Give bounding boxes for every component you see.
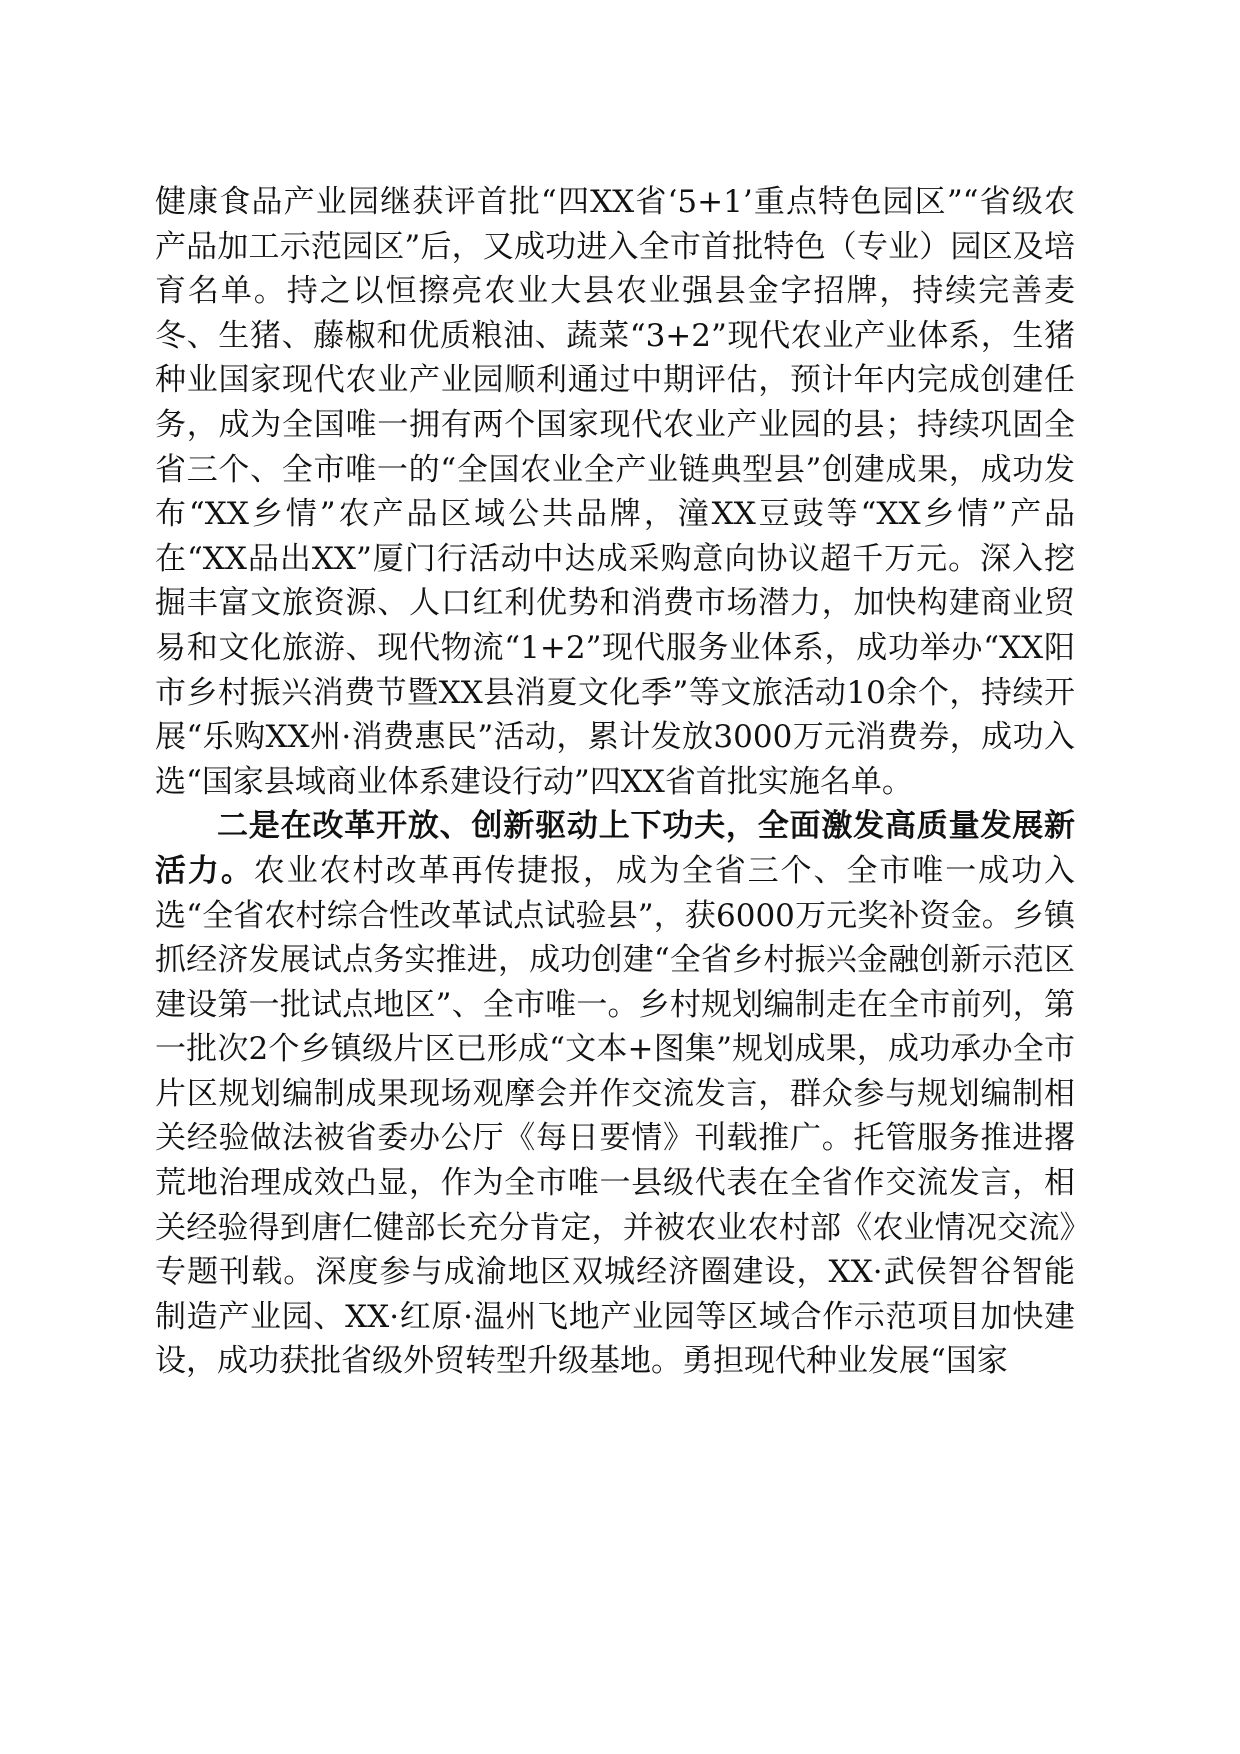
paragraph-continuation: 健康食品产业园继获评首批“四XX省‘5+1’重点特色园区”“省级农产品加工示范园区”后，又成功进入全市首批特色（专业）园区及培育名单。持之以恒擦亮农业大县农业强县金字招牌，持续完善麦冬、生猪、藤椒和优质粮油、蔬菜“3+2”现代农业产业体系，生猪种业国家现代农业产业园顺利通过中期评估，预计年内完成创建任务，成为全国唯一拥有两个国家现代农业产业园的县；持续巩固全省三个、全市唯一的“全国农业全产业链典型县”创建成果，成功发布“XX乡情”农产品区域公共品牌，潼XX豆豉等“XX乡情”产品在“XX品出XX”厦门行活动中达成采购意向协议超千万元。深入挖掘丰富文旅资源、人口红利优势和消费市场潜力，加快构建商业贸易和文化旅游、现代物流“1+2”现代服务业体系，成功举办“XX阳市乡村振兴消费节暨XX县消夏文化季”等文旅活动10余个，持续开展“乐购XX州·消费惠民”活动，累计发放3000万元消费券，成功入选“国家县域商业体系建设行动”四XX省首批实施名单。 — [155, 184, 1075, 800]
paragraph-heading: 二是在改革开放、创新驱动上下功夫，全面激发高质量发展新活力。 — [155, 808, 1075, 889]
paragraph-reform-opening — [155, 804, 1075, 1384]
document-page — [155, 180, 1075, 1384]
paragraph-body: 农业农村改革再传捷报，成为全省三个、全市唯一成功入选“全省农村综合性改革试点试验县”，获6000万元奖补资金。乡镇抓经济发展试点务实推进，成功创建“全省乡村振兴金融创新示范区建设第一批试点地区”、全市唯一。乡村规划编制走在全市前列，第一批次2个乡镇级片区已形成“文本+图集”规划成果，成功承办全市片区规划编制成果现场观摩会并作交流发言，群众参与规划编制相关经验做法被省委办公厅《每日要情》刊载推广。托管服务推进撂荒地治理成效凸显，作为全市唯一县级代表在全省作交流发言，相关经验得到唐仁健部长充分肯定，并被农业农村部《农业情况交流》专题刊载。深度参与成渝地区双城经济圈建设，XX·武侯智谷智能制造产业园、XX·红原·温州飞地产业园等区域合作示范项目加快建设，成功获批省级外贸转型升级基地。勇担现代种业发展“国家 — [155, 852, 1076, 1380]
